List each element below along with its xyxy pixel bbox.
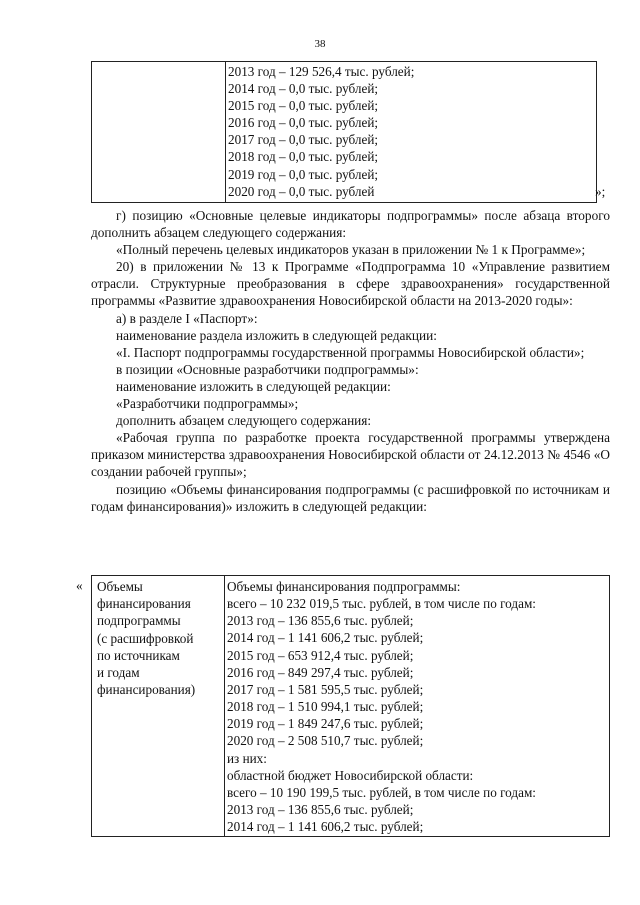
table-line: 2020 год – 0,0 тыс. рублей	[228, 183, 375, 199]
paragraph: г) позицию «Основные целевые индикаторы подпрограммы» после абзаца второго дополнить абзацем следующего содержания:	[91, 208, 610, 241]
paragraph: «Полный перечень целевых индикаторов указан в приложении № 1 к Программе»;	[116, 242, 586, 258]
table-line: 2013 год – 129 526,4 тыс. рублей;	[228, 64, 415, 79]
funding-lines	[228, 63, 414, 200]
table-line: финансирования	[97, 596, 191, 612]
table-right-cell	[227, 578, 536, 835]
table-line: 2015 год – 0,0 тыс. рублей;	[228, 98, 379, 114]
table-line: 2017 год – 1 581 595,5 тыс. рублей;	[227, 681, 424, 697]
table-column-divider	[225, 62, 226, 202]
table-line: финансирования)	[97, 682, 196, 698]
table-line: 2017 год – 0,0 тыс. рублей;	[228, 132, 379, 148]
closing-quote: »;	[595, 184, 606, 199]
paragraph: наименование изложить в следующей редакции:	[116, 378, 391, 394]
page-number: 38	[314, 38, 326, 50]
paragraph: а) в разделе I «Паспорт»:	[116, 310, 258, 326]
document-body	[91, 207, 610, 515]
paragraph: «I. Паспорт подпрограммы государственной программы Новосибирской области»;	[116, 344, 585, 360]
table-line: из них:	[227, 750, 267, 766]
table-line: 2019 год – 0,0 тыс. рублей;	[228, 166, 379, 182]
table-line: областной бюджет Новосибирской области:	[227, 767, 474, 783]
table-left-cell	[97, 578, 195, 698]
funding-table-top	[91, 61, 597, 203]
table-line: Объемы	[97, 579, 143, 594]
opening-quote: «	[76, 578, 83, 593]
table-line: и годам	[97, 665, 140, 681]
paragraph: в позиции «Основные разработчики подпрограммы»:	[116, 361, 419, 377]
table-line: 2015 год – 653 912,4 тыс. рублей;	[227, 647, 414, 663]
paragraph: «Рабочая группа по разработке проекта государственной программы утверждена приказом министерства здравоохранения Новосибирской области от 24.12.2013 № 4546 «О создании рабочей группы»;	[91, 430, 610, 480]
table-line: 2020 год – 2 508 510,7 тыс. рублей;	[227, 733, 424, 749]
table-line: Объемы финансирования подпрограммы:	[227, 579, 461, 594]
table-line: 2018 год – 1 510 994,1 тыс. рублей;	[227, 699, 424, 715]
table-line: (с расшифровкой	[97, 630, 194, 646]
table-line: 2013 год – 136 855,6 тыс. рублей;	[227, 613, 414, 629]
paragraph: «Разработчики подпрограммы»;	[116, 396, 299, 412]
paragraph: позицию «Объемы финансирования подпрограммы (с расшифровкой по источникам и годам финансирования)» изложить в следующей редакции:	[91, 481, 610, 514]
table-column-divider	[224, 576, 225, 836]
paragraph: дополнить абзацем следующего содержания:	[116, 413, 372, 429]
table-line: по источникам	[97, 647, 180, 663]
paragraph: 20) в приложении № 13 к Программе «Подпрограмма 10 «Управление развитием отрасли. Структурные преобразования в сфере здравоохранения» государственной программы «Развитие здравоохранения Новосибирской области на 2013-2020 годы»:	[91, 259, 610, 309]
funding-table-bottom	[91, 575, 610, 837]
table-line: подпрограммы	[97, 613, 181, 629]
table-line: всего – 10 232 019,5 тыс. рублей, в том числе по годам:	[227, 596, 536, 612]
table-line: 2014 год – 1 141 606,2 тыс. рублей;	[227, 819, 424, 835]
table-line: 2016 год – 849 297,4 тыс. рублей;	[227, 664, 414, 680]
table-line: всего – 10 190 199,5 тыс. рублей, в том числе по годам:	[227, 784, 536, 800]
paragraph: наименование раздела изложить в следующей редакции:	[116, 327, 437, 343]
table-line: 2014 год – 1 141 606,2 тыс. рублей;	[227, 630, 424, 646]
table-line: 2014 год – 0,0 тыс. рублей;	[228, 81, 379, 97]
table-line: 2016 год – 0,0 тыс. рублей;	[228, 115, 379, 131]
table-line: 2018 год – 0,0 тыс. рублей;	[228, 149, 379, 165]
table-line: 2013 год – 136 855,6 тыс. рублей;	[227, 802, 414, 818]
table-line: 2019 год – 1 849 247,6 тыс. рублей;	[227, 716, 424, 732]
